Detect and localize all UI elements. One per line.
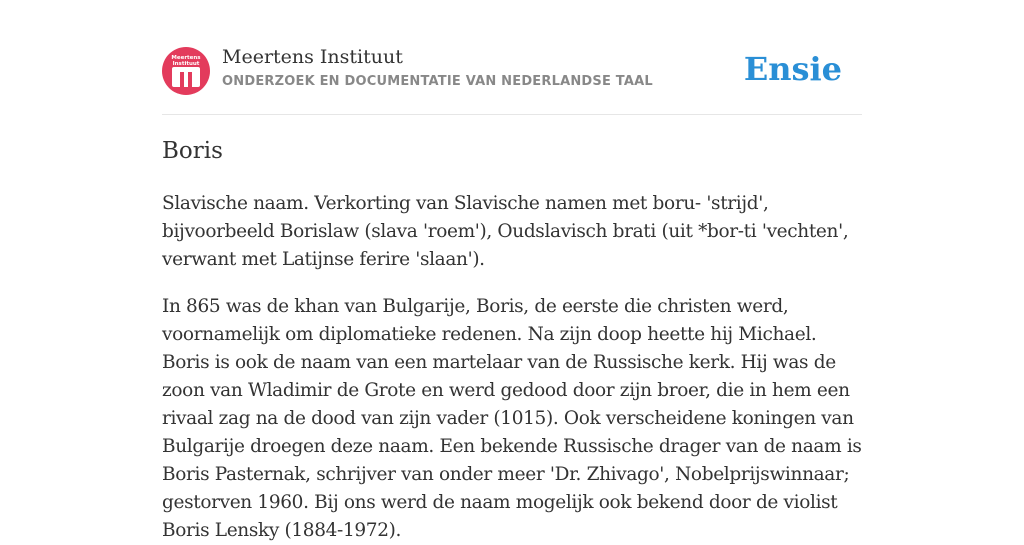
entry-paragraph-2: In 865 was de khan van Bulgarije, Boris, de eerste die christen werd, voornamelijk om diplomatieke redenen. Na zijn doop heette hij Michael. Boris is ook de naam van een martelaar van de Russische kerk. Hij was de zoon van Wladimir de Grote en werd gedood door zijn broer, die in hem een rivaal zag na de dood van zijn vader (1015). Ook verscheidene koningen van Bulgarije droegen deze naam. Een bekende Russische drager van de naam is Boris Pasternak, schrijver van onder meer 'Dr. Zhivago', Nobelprijswinnaar; gestorven 1960. Bij ons werd de naam mogelijk ook bekend door de violist Boris Lensky (1884-1972). [162,296,862,541]
m-logo-icon [172,67,200,87]
meertens-logo-icon[interactable] [162,47,210,95]
header [162,0,862,115]
logo-text-line2: Instituut [172,61,200,67]
ensie-brand-link[interactable]: Ensie [743,50,842,88]
entry-title: Boris [162,138,223,164]
logo-text-line1: Meertens [171,55,201,61]
page-container [162,0,862,541]
org-name[interactable]: Meertens Instituut [222,46,403,68]
entry-paragraph-1: Slavische naam. Verkorting van Slavische namen met boru- 'strijd', bijvoorbeeld Borislaw (slava 'roem'), Oudslavisch brati (uit *bor-ti 'vechten', verwant met Latijnse ferire 'slaan'). [162,193,849,270]
org-subtitle: ONDERZOEK EN DOCUMENTATIE VAN NEDERLANDSE TAAL [222,74,653,89]
